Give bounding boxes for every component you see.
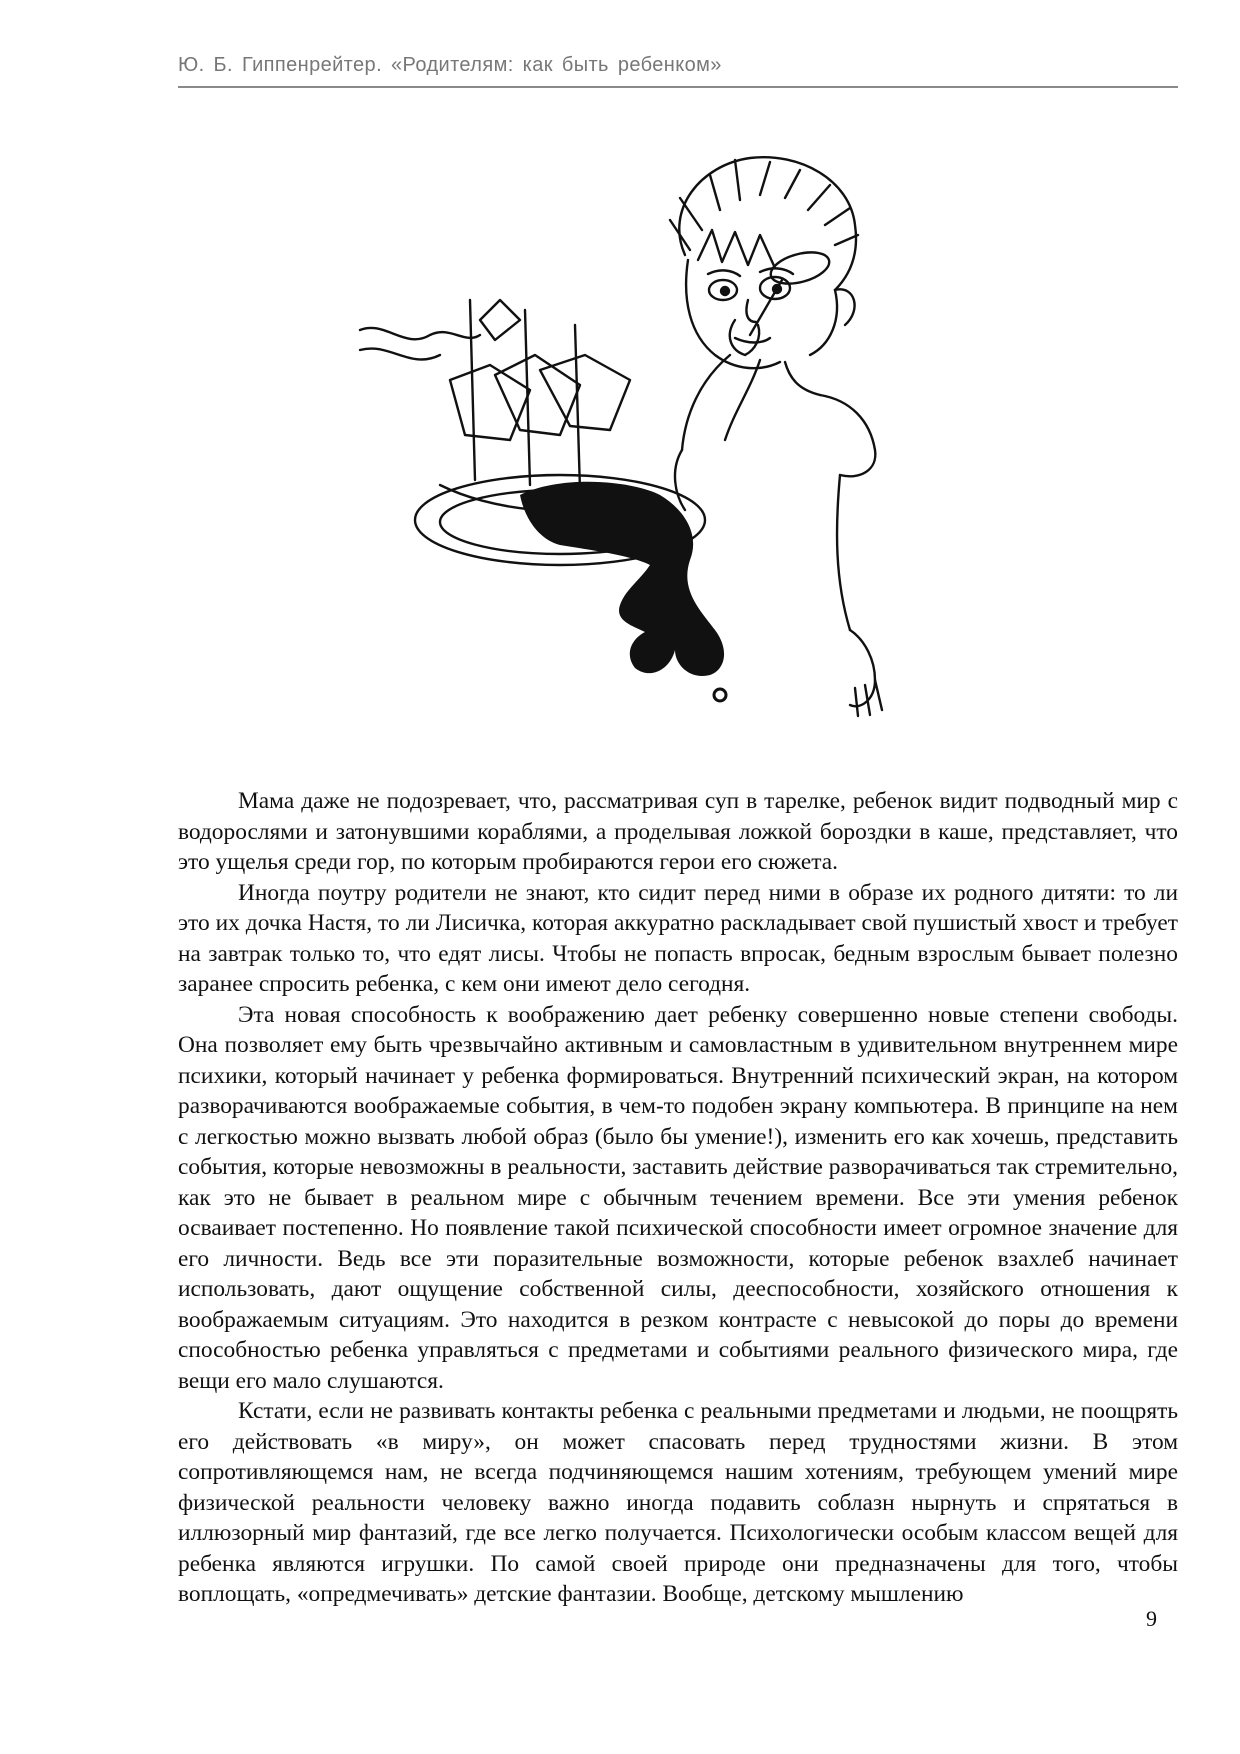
- paragraph: Эта новая способность к воображению дает ребенку совершенно новые степени свободы. Она позволяет ему быть чрезвычайно активным и самовластным в удивительном внутреннем мире психики, который начинает у ребенка формироваться. Внутренний психический экран, на котором разворачиваются воображаемые события, в чем-то подобен экрану компьютера. В принципе на нем с легкостью можно вызвать любой образ (было бы умение!), изменить его как хочешь, представить события, которые невозможны в реальности, заставить действие разворачиваться так стремительно, как это не бывает в реальном мире с обычным течением времени. Все эти умения ребенок осваивает постепенно. Но появление такой психической способности имеет огромное значение для его личности. Ведь все эти поразительные возможности, которые ребенок взахлеб начинает использовать, дают ощущение собственной силы, дееспособности, хозяйского отношения к воображаемым ситуациям. Это находится в резком контрасте с невысокой до поры до времени способностью ребенка управляться с предметами и событиями реального физического мира, где вещи его мало слушаются.: [178, 1001, 1178, 1394]
- body-text: [178, 786, 1178, 1610]
- paragraph: Мама даже не подозревает, что, рассматривая суп в тарелке, ребенок видит подводный мир с водорослями и затонувшими кораблями, а проделывая ложкой бороздки в каше, представляет, что это ущелья среди гор, по которым пробираются герои его сюжета.: [178, 788, 1178, 875]
- paragraph: Иногда поутру родители не знают, кто сидит перед ними в образе их родного дитяти: то ли это их дочка Настя, то ли Лисичка, которая аккуратно раскладывает свой пушистый хвост и требует на завтрак только то, что едят лисы. Чтобы не попасть впросак, бедным взрослым бывает полезно заранее спросить ребенка, с кем они имеют дело сегодня.: [178, 879, 1178, 997]
- paragraph: Кстати, если не развивать контакты ребенка с реальными предметами и людьми, не поощрять его действовать «в миру», он может спасовать перед трудностями жизни. В этом сопротивляющемся нам, не всегда подчиняющемся нашим хотениям, требующем умений мире физической реальности человеку важно иногда подавить соблазн нырнуть и спрятаться в иллюзорный мир фантазий, где все легко получается. Психологически особым классом вещей для ребенка являются игрушки. По самой своей природе они предназначены для того, чтобы воплощать, «опредмечивать» детские фантазии. Вообще, детскому мышлению: [178, 1398, 1178, 1607]
- page-number: 9: [1146, 1606, 1157, 1631]
- boy-eating-soup-with-ship-icon: [330, 150, 950, 760]
- running-title: Ю. Б. Гиппенрейтер. «Родителям: как быть ребенком»: [178, 54, 722, 76]
- header-rule: [178, 86, 1178, 88]
